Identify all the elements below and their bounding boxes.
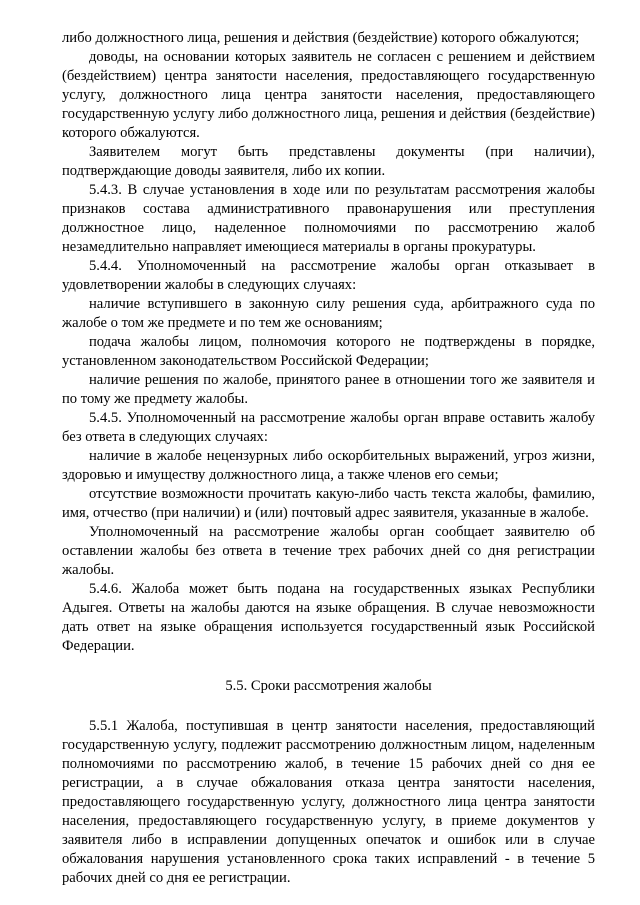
paragraph: наличие решения по жалобе, принятого ранее в отношении того же заявителя и по тому же предмету жалобы. <box>62 372 595 407</box>
paragraph: 5.4.3. В случае установления в ходе или по результатам рассмотрения жалобы признаков состава административного правонарушения или преступления должностное лицо, наделенное полномочиями по рассмотрению жалоб незамедлительно направляет имеющиеся материалы в органы прокуратуры. <box>62 182 595 255</box>
paragraph: 5.4.4. Уполномоченный на рассмотрение жалобы орган отказывает в удовлетворении жалобы в следующих случаях: <box>62 258 595 293</box>
paragraphs-after <box>62 717 595 888</box>
paragraph: 5.4.5. Уполномоченный на рассмотрение жалобы орган вправе оставить жалобу без ответа в следующих случаях: <box>62 410 595 445</box>
paragraph: наличие вступившего в законную силу решения суда, арбитражного суда по жалобе о том же предмете и по тем же основаниям; <box>62 296 595 331</box>
paragraph: 5.4.6. Жалоба может быть подана на государственных языках Республики Адыгея. Ответы на жалобы даются на языке обращения. В случае невозможности дать ответ на языке обращения используется государственный язык Российской Федерации. <box>62 581 595 654</box>
paragraph: отсутствие возможности прочитать какую-либо часть текста жалобы, фамилию, имя, отчество (при наличии) и (или) почтовый адрес заявителя, указанные в жалобе. <box>62 486 595 521</box>
paragraph: Уполномоченный на рассмотрение жалобы орган сообщает заявителю об оставлении жалобы без ответа в течение трех рабочих дней со дня регистрации жалобы. <box>62 524 595 578</box>
paragraph: доводы, на основании которых заявитель не согласен с решением и действием (бездействием) центра занятости населения, предоставляющего государственную услугу, должностного лица центра занятости населения, предоставляющего государственную услугу либо должностного лица, решения и действия (бездействие) которого обжалуются. <box>62 49 595 141</box>
section-heading: 5.5. Сроки рассмотрения жалобы <box>225 678 432 694</box>
paragraph: либо должностного лица, решения и действия (бездействие) которого обжалуются; <box>62 30 580 46</box>
paragraph: 5.5.1 Жалоба, поступившая в центр занятости населения, предоставляющий государственную услугу, подлежит рассмотрению должностным лицом, наделенным полномочиями по рассмотрению жалоб, в течение 15 рабочих дней со дня ее регистрации, а в случае обжалования отказа центра занятости населения, предоставляющего государственную услугу, должностного лица центра занятости населения, предоставляющего государственную услугу, в приеме документов у заявителя либо в исправлении допущенных опечаток и ошибок или в случае обжалования нарушения установленного срока таких исправлений - в течение 5 рабочих дней со дня ее регистрации. <box>62 718 595 886</box>
paragraph: Заявителем могут быть представлены документы (при наличии), подтверждающие доводы заявителя, либо их копии. <box>62 144 595 179</box>
paragraph: подача жалобы лицом, полномочия которого не подтверждены в порядке, установленном законодательством Российской Федерации; <box>62 334 595 369</box>
document-page <box>62 29 595 888</box>
paragraph: наличие в жалобе нецензурных либо оскорбительных выражений, угроз жизни, здоровью и имуществу должностного лица, а также членов его семьи; <box>62 448 595 483</box>
paragraphs-before <box>62 29 595 656</box>
